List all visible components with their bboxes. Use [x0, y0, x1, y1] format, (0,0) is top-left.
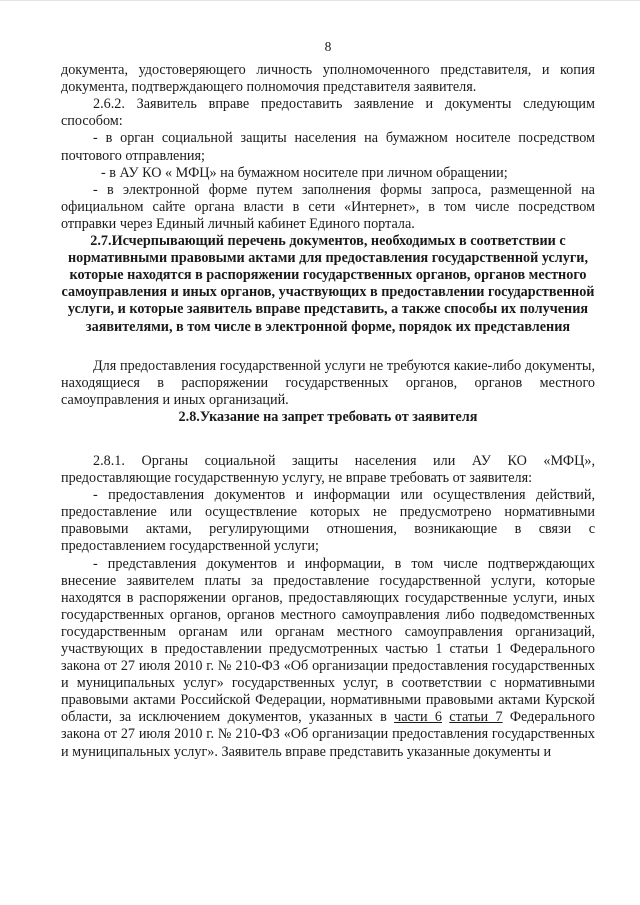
list-item-electronic: - в электронной форме путем заполнения формы запроса, размещенной на официальном сайте органа власти в сети «Интернет», в том числе посредством отправки через Единый личный кабинет Единого портала. [61, 181, 595, 232]
list-item-documents-text-2: Федерального закона от 27 июля 2010 г. № 210-ФЗ «Об организации предоставления государственных и муниципальных услуг». Заявитель вправе представить указанные документы и [61, 709, 595, 760]
list-item-documents-text-1: - представления документов и информации, в том числе подтверждающих внесение заявителем платы за предоставление государственной услуги, которые находятся в распоряжении органов, предоставляющих государственные услуги, иных государственных органов, органов местного самоуправления либо подведомственных государственным органам или органам местного самоуправления организаций, участвующих в предоставлении предусмотренных частью 1 статьи 1 Федерального закона от 27 июля 2010 г. № 210-ФЗ «Об организации предоставления государственных и муниципальных услуг» государственных услуг, в соответствии с нормативными правовыми актами Российской Федерации, нормативными правовыми актами Курской области, за исключением документов, указанных в [61, 555, 595, 726]
paragraph-2-6-2: 2.6.2. Заявитель вправе предоставить заявление и документы следующим способом: [61, 96, 595, 130]
document-page [61, 38, 595, 761]
paragraph-continuation: документа, удостоверяющего личность уполномоченного представителя, и копия документа, подтверждающего полномочия представителя заявителя. [61, 62, 595, 96]
top-edge-line [0, 0, 640, 1]
list-item-actions: - предоставления документов и информации или осуществления действий, предоставление или осуществление которых не предусмотрено нормативными правовыми актами, регулирующими отношения, возникающие в связи с предоставлением государственной услуги; [61, 487, 595, 555]
paragraph-2-8-1: 2.8.1. Органы социальной защиты населения или АУ КО «МФЦ», предоставляющие государственную услугу, не вправе требовать от заявителя: [61, 452, 595, 487]
law-reference-article-7-link[interactable]: статьи 7 [449, 709, 503, 726]
law-reference-part-6-link[interactable]: части 6 [394, 709, 442, 726]
list-item-postal: - в орган социальной защиты населения на бумажном носителе посредством почтового отправления; [61, 130, 595, 164]
page-number: 8 [324, 39, 332, 54]
section-heading-2-8: 2.8.Указание на запрет требовать от заявителя [178, 408, 478, 425]
paragraph-2-7-text: Для предоставления государственной услуги не требуются какие-либо документы, находящиеся в распоряжении государственных органов, органов местного самоуправления и иных организаций. [61, 357, 595, 408]
list-item-documents [61, 556, 595, 761]
section-heading-2-7: 2.7.Исчерпывающий перечень документов, необходимых в соответствии с нормативными правовыми актами для предоставления государственной услуги, которые находятся в распоряжении государственных органов, органов местного самоуправления и иных органов, участвующих в предоставлении государственной услуги, и которые заявитель вправе представить, а также способы их получения заявителями, в том числе в электронной форме, порядок их представления [61, 233, 595, 335]
list-item-mfc: - в АУ КО « МФЦ» на бумажном носителе при личном обращении; [101, 164, 508, 181]
